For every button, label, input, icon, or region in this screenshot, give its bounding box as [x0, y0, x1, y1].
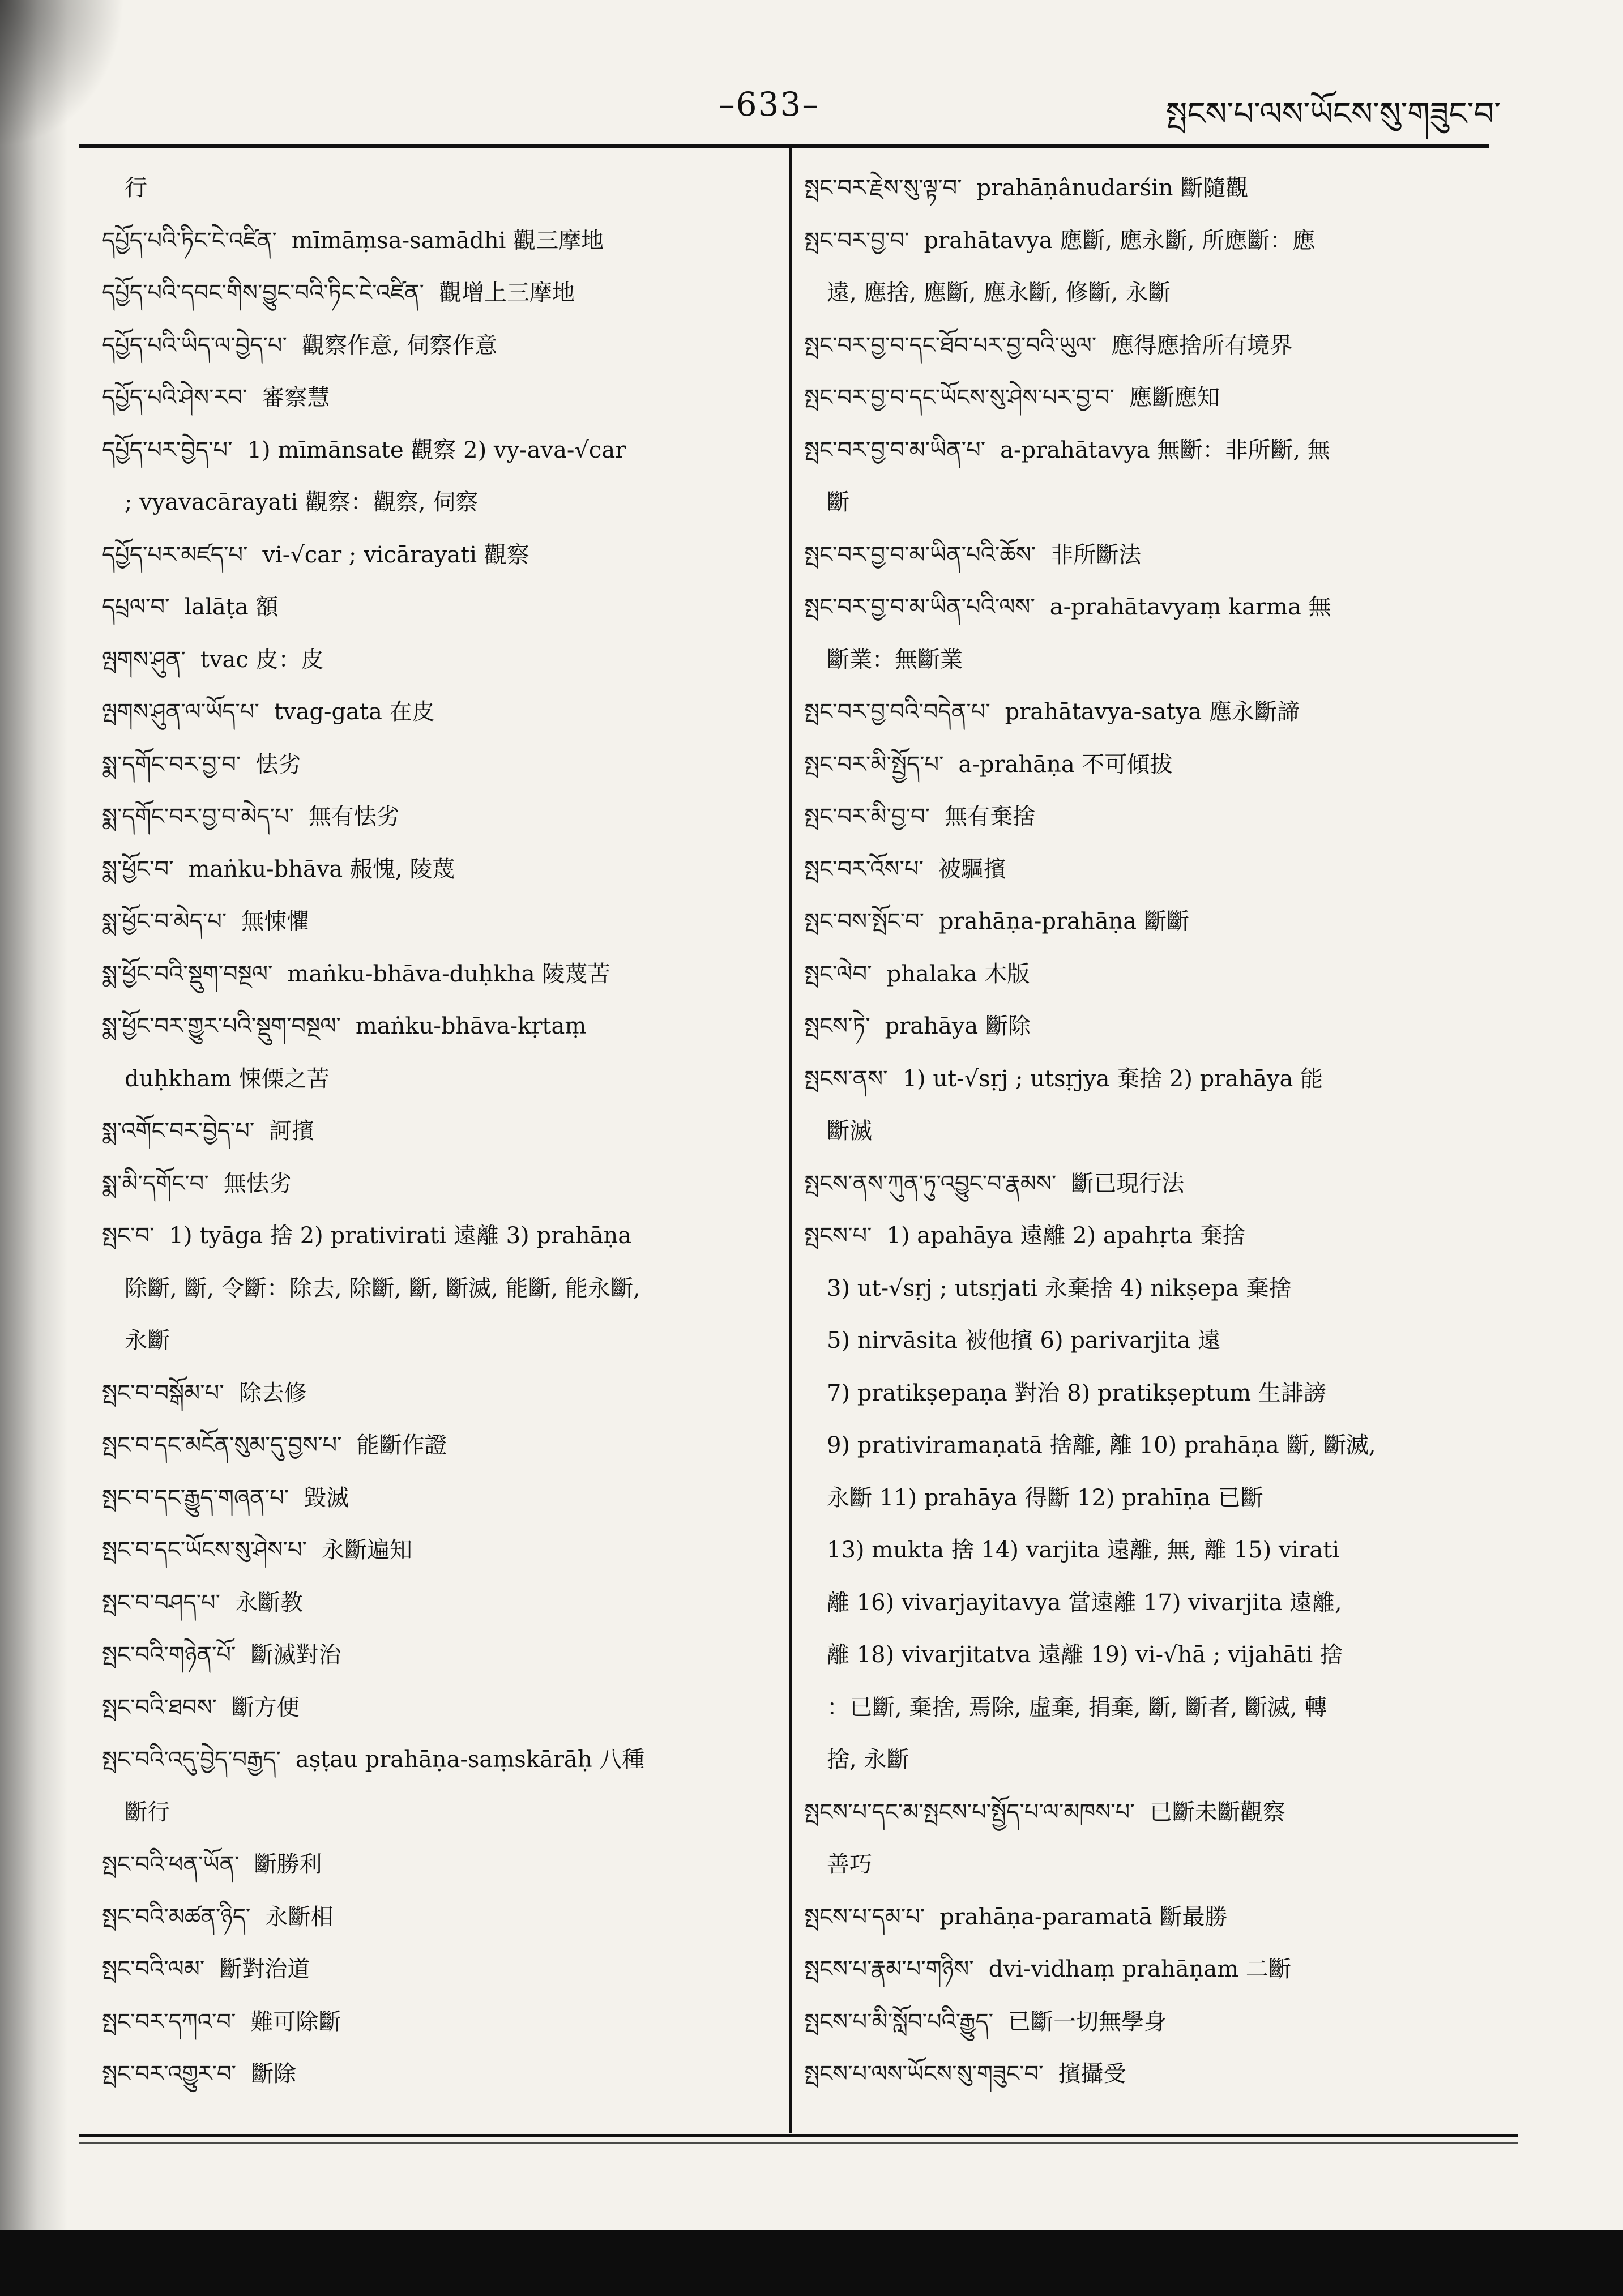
- tibetan-headword: སྤང་བར་རྗེས་སུ་ལྟ་བ་: [804, 175, 962, 201]
- dictionary-entry: [804, 1943, 1501, 1996]
- entry-definition: ：已斷, 棄捨, 焉除, 虛棄, 捐棄, 斷, 斷者, 斷滅, 轉: [827, 1694, 1327, 1721]
- dictionary-entry: [102, 686, 770, 739]
- entry-definition: tvag-gata 在皮: [274, 699, 435, 725]
- entry-definition: 3) ut-√sṛj ; utsṛjati 永棄捨 4) nikṣepa 棄捨: [827, 1275, 1292, 1301]
- entry-definition: 永斷 11) prahāya 得斷 12) prahīṇa 已斷: [827, 1484, 1263, 1511]
- dictionary-entry: [804, 1629, 1501, 1682]
- tibetan-headword: དཔྱོད་པའི་ཡིད་ལ་བྱེད་པ་: [102, 332, 287, 359]
- dictionary-entry: [804, 1419, 1501, 1472]
- entry-definition: vi-√car ; vicārayati 觀察: [262, 541, 529, 568]
- entry-definition: duḥkham 悚傈之苦: [125, 1065, 330, 1092]
- entry-definition: prahātavya-satya 應永斷諦: [1005, 699, 1300, 725]
- dictionary-entry: [102, 1367, 770, 1420]
- entry-definition: 觀察作意, 伺察作意: [301, 332, 498, 359]
- entry-definition: 斷行: [125, 1799, 170, 1825]
- entry-definition: 斷業：無斷業: [827, 646, 963, 673]
- entry-definition: 擯攝受: [1058, 2061, 1126, 2087]
- dictionary-entry: [804, 267, 1501, 319]
- dictionary-entry: [804, 739, 1501, 791]
- tibetan-headword: སྤང་བའི་མཚན་ཉིད་: [102, 1904, 251, 1930]
- entry-definition: 1) mīmānsate 觀察 2) vy-ava-√car: [247, 437, 626, 463]
- dictionary-entry: [102, 1524, 770, 1577]
- entry-definition: 離 18) vivarjitatva 遠離 19) vi-√hā ; vijahāti 捨: [827, 1642, 1343, 1668]
- dictionary-entry: [102, 1577, 770, 1629]
- dictionary-entry: [102, 1210, 770, 1262]
- tibetan-headword: སྤང་བར་འགྱུར་བ་: [102, 2061, 236, 2087]
- entry-definition: 遠, 應捨, 應斷, 應永斷, 修斷, 永斷: [827, 280, 1171, 306]
- dictionary-entry: [102, 1943, 770, 1996]
- entry-definition: 斷已現行法: [1071, 1170, 1185, 1197]
- tibetan-headword: སྨ་ཕྱོང་བར་གྱུར་པའི་སྡུག་བསྔལ་: [102, 1013, 341, 1039]
- tibetan-headword: སྤང་བའི་འདུ་བྱེད་བརྒྱད་: [102, 1747, 281, 1773]
- dictionary-entry: [102, 267, 770, 319]
- entry-definition: 5) nirvāsita 被他擯 6) parivarjita 遠: [827, 1328, 1221, 1354]
- dictionary-entry: [804, 1682, 1501, 1734]
- dictionary-entry: [804, 162, 1501, 215]
- dictionary-entry: [102, 895, 770, 948]
- tibetan-headword: སྨ་ཕྱོང་བ་མེད་པ་: [102, 908, 227, 934]
- entry-definition: 1) tyāga 捨 2) prativirati 遠離 3) prahāṇa: [169, 1223, 632, 1249]
- tibetan-headword: སྤང་བར་བྱ་བ་མ་ཡིན་པའི་ཆོས་: [804, 541, 1036, 568]
- dictionary-entry: [102, 739, 770, 791]
- entry-definition: 已斷未斷觀察: [1149, 1799, 1285, 1825]
- dictionary-entry: [102, 1786, 770, 1839]
- dictionary-entry: [102, 1838, 770, 1891]
- entry-definition: 永斷相: [265, 1904, 334, 1930]
- dictionary-entry: [102, 162, 770, 215]
- tibetan-headword: སྨ་དགོང་བར་བྱ་བ་: [102, 751, 241, 778]
- entry-definition: phalaka 木版: [886, 961, 1030, 987]
- entry-definition: 訶擯: [269, 1118, 315, 1144]
- tibetan-headword: སྤང་བའི་ལམ་: [102, 1956, 205, 1982]
- entry-definition: 應得應捨所有境界: [1111, 332, 1293, 359]
- entry-definition: prahātavya 應斷, 應永斷, 所應斷：應: [924, 227, 1316, 254]
- dictionary-entry: [102, 1891, 770, 1944]
- tibetan-headword: སྤངས་ནས་ཀུན་ཏུ་འབྱུང་བ་རྣམས་: [804, 1170, 1057, 1197]
- dictionary-entry: [804, 1577, 1501, 1629]
- tibetan-headword: སྤང་བས་སྤོང་བ་: [804, 908, 925, 934]
- entry-definition: 能斷作證: [356, 1432, 447, 1458]
- tibetan-headword: སྤངས་པ་རྣམ་པ་གཉིས་: [804, 1956, 974, 1982]
- entry-definition: 毀滅: [304, 1484, 349, 1511]
- entry-definition: maṅku-bhāva-duḥkha 陵蔑苦: [287, 961, 610, 987]
- dictionary-entry: [102, 372, 770, 424]
- dictionary-entry: [102, 1682, 770, 1734]
- entry-definition: 怯劣: [255, 751, 301, 778]
- entry-definition: 被驅擯: [938, 856, 1006, 882]
- entry-definition: 13) mukta 捨 14) varjita 遠離, 無, 離 15) virati: [827, 1537, 1340, 1563]
- entry-definition: 斷對治道: [219, 1956, 310, 1982]
- entry-definition: mīmāṃsa-samādhi 觀三摩地: [291, 227, 604, 254]
- tibetan-headword: སྤངས་ནས་: [804, 1065, 888, 1092]
- entry-definition: a-prahāṇa 不可傾拔: [958, 751, 1173, 778]
- tibetan-headword: སྤང་བའི་ཕན་ཡོན་: [102, 1851, 240, 1877]
- entry-definition: 除去修: [238, 1380, 307, 1406]
- column-divider: [789, 146, 792, 2133]
- tibetan-headword: སྤང་བར་བྱ་བ་: [804, 227, 909, 254]
- header-rule: [79, 144, 1489, 148]
- scan-bottom-band: [0, 2230, 1623, 2296]
- tibetan-headword: སྤང་བར་མི་བྱ་བ་: [804, 804, 930, 830]
- page-edge-shadow: [0, 0, 68, 2296]
- entry-definition: 除斷, 斷, 令斷：除去, 除斷, 斷, 斷滅, 能斷, 能永斷,: [125, 1275, 640, 1301]
- dictionary-entry: [804, 1262, 1501, 1315]
- footer-rule-thin: [79, 2142, 1518, 2144]
- dictionary-entry: [804, 634, 1501, 686]
- footer-rule: [79, 2134, 1518, 2137]
- dictionary-entry: [804, 1472, 1501, 1525]
- tibetan-headword: སྨ་མི་དགོང་བ་: [102, 1170, 209, 1197]
- entry-definition: prahāṇânudarśin 斷隨觀: [976, 175, 1249, 201]
- dictionary-entry: [804, 1000, 1501, 1053]
- entry-definition: 審察慧: [262, 385, 330, 411]
- dictionary-entry: [102, 843, 770, 896]
- dictionary-entry: [804, 372, 1501, 424]
- running-head: སྤངས་པ་ལས་ཡོངས་སུ་གཟུང་བ་: [1165, 96, 1501, 133]
- tibetan-headword: དཔྱོད་པའི་ཏིང་ངེ་འཛིན་: [102, 227, 277, 254]
- dictionary-entry: [102, 1734, 770, 1786]
- left-column: [102, 162, 770, 2127]
- dictionary-entry: [102, 791, 770, 843]
- dictionary-entry: [804, 1524, 1501, 1577]
- entry-definition: 7) pratikṣepaṇa 對治 8) pratikṣeptum 生誹謗: [827, 1380, 1326, 1406]
- entry-definition: 永斷: [125, 1328, 170, 1354]
- dictionary-entry: [804, 895, 1501, 948]
- tibetan-headword: སྤང་ལེབ་: [804, 961, 872, 987]
- tibetan-headword: སྤང་བར་བྱ་བ་དང་ཐོབ་པར་བྱ་བའི་ཡུལ་: [804, 332, 1097, 359]
- entry-definition: 1) apahāya 遠離 2) apahṛta 棄捨: [886, 1223, 1245, 1249]
- entry-definition: lalāṭa 額: [184, 594, 279, 620]
- tibetan-headword: སྤང་བར་དཀའ་བ་: [102, 2008, 236, 2035]
- tibetan-headword: སྤངས་པ་དང་མ་སྤངས་པ་སྤྱོད་པ་ལ་མཁས་པ་: [804, 1799, 1135, 1825]
- tibetan-headword: སྤང་བ་བསྒོམ་པ་: [102, 1380, 224, 1406]
- dictionary-entry: [804, 1105, 1501, 1158]
- tibetan-headword: སྤང་བ་: [102, 1223, 155, 1249]
- tibetan-headword: ལྤགས་ཤུན་: [102, 646, 186, 673]
- entry-definition: 1) ut-√sṛj ; utsṛjya 棄捨 2) prahāya 能: [902, 1065, 1323, 1092]
- entry-definition: prahāṇa-paramatā 斷最勝: [939, 1904, 1228, 1930]
- entry-definition: maṅku-bhāva-kṛtaṃ: [355, 1013, 587, 1039]
- dictionary-entry: [102, 634, 770, 686]
- dictionary-entry: [804, 686, 1501, 739]
- tibetan-headword: དཔྱོད་པའི་དབང་གིས་བྱུང་བའི་ཏིང་ངེ་འཛིན་: [102, 280, 424, 306]
- dictionary-entry: [804, 215, 1501, 267]
- entry-definition: prahāya 斷除: [885, 1013, 1031, 1039]
- entry-definition: 斷滅: [827, 1118, 872, 1144]
- entry-definition: aṣṭau prahāṇa-saṃskārāḥ 八種: [295, 1747, 645, 1773]
- tibetan-headword: སྤང་བར་འོས་པ་: [804, 856, 924, 882]
- dictionary-entry: [804, 1838, 1501, 1891]
- entry-definition: ; vyavacārayati 觀察：觀察, 伺察: [125, 489, 479, 515]
- dictionary-entry: [102, 424, 770, 477]
- dictionary-entry: [102, 476, 770, 529]
- dictionary-entry: [804, 791, 1501, 843]
- tibetan-headword: སྤང་བ་དང་ཡོངས་སུ་ཤེས་པ་: [102, 1537, 307, 1563]
- entry-definition: tvac 皮：皮: [200, 646, 324, 673]
- tibetan-headword: སྤང་བའི་ཐབས་: [102, 1694, 217, 1721]
- dictionary-entry: [804, 1734, 1501, 1786]
- tibetan-headword: སྤང་བར་བྱ་བ་མ་ཡིན་པ་: [804, 437, 986, 463]
- tibetan-headword: སྤངས་པ་མི་སློབ་པའི་རྒྱུད་: [804, 2008, 993, 2035]
- tibetan-headword: དཔྱོད་པར་བྱེད་པ་: [102, 437, 233, 463]
- tibetan-headword: དཔྲལ་བ་: [102, 594, 170, 620]
- right-column: [804, 162, 1501, 2127]
- entry-definition: 已斷一切無學身: [1008, 2008, 1167, 2035]
- dictionary-entry: [804, 948, 1501, 1001]
- entry-definition: 斷: [827, 489, 849, 515]
- dictionary-entry: [804, 843, 1501, 896]
- entry-definition: 非所斷法: [1050, 541, 1142, 568]
- entry-definition: 應斷應知: [1129, 385, 1220, 411]
- dictionary-entry: [102, 529, 770, 582]
- dictionary-entry: [102, 215, 770, 267]
- entry-definition: 斷滅對治: [250, 1642, 341, 1668]
- entry-definition: 9) prativiramaṇatā 捨離, 離 10) prahāṇa 斷, 斷滅,: [827, 1432, 1376, 1458]
- dictionary-entry: [102, 2048, 770, 2101]
- tibetan-headword: སྨ་དགོང་བར་བྱ་བ་མེད་པ་: [102, 804, 294, 830]
- entry-definition: 善巧: [827, 1851, 872, 1877]
- dictionary-entry: [804, 424, 1501, 477]
- tibetan-headword: སྤང་བའི་གཉེན་པོ་: [102, 1642, 236, 1668]
- dictionary-entry: [804, 1367, 1501, 1420]
- dictionary-entry: [804, 1891, 1501, 1944]
- scan-corner-shadow: [0, 0, 125, 147]
- entry-definition: 永斷教: [235, 1589, 304, 1616]
- dictionary-entry: [804, 2048, 1501, 2101]
- dictionary-entry: [804, 529, 1501, 582]
- dictionary-entry: [102, 1472, 770, 1525]
- entry-definition: 斷除: [250, 2061, 296, 2087]
- dictionary-entry: [804, 476, 1501, 529]
- dictionary-entry: [102, 1158, 770, 1210]
- entry-definition: 斷勝利: [254, 1851, 322, 1877]
- tibetan-headword: སྤང་བར་མི་སྤྱོད་པ་: [804, 751, 944, 778]
- tibetan-headword: སྤང་བར་བྱ་བ་དང་ཡོངས་སུ་ཤེས་པར་བྱ་བ་: [804, 385, 1114, 411]
- tibetan-headword: སྤང་བ་དང་མངོན་སུམ་དུ་བྱས་པ་: [102, 1432, 342, 1458]
- entry-definition: 離 16) vivarjayitavya 當遠離 17) vivarjita 遠離,: [827, 1589, 1342, 1616]
- tibetan-headword: སྨ་ཕྱོང་བ་: [102, 856, 174, 882]
- tibetan-headword: སྤང་བར་བྱ་བའི་བདེན་པ་: [804, 699, 990, 725]
- dictionary-entry: [102, 1996, 770, 2049]
- entry-definition: 無有棄捨: [945, 804, 1035, 830]
- dictionary-entry: [804, 319, 1501, 372]
- entry-definition: 觀增上三摩地: [438, 280, 575, 306]
- tibetan-headword: དཔྱོད་པར་མཛད་པ་: [102, 541, 248, 568]
- tibetan-headword: སྨ་ཕྱོང་བའི་སྡུག་བསྔལ་: [102, 961, 273, 987]
- dictionary-entry: [102, 1315, 770, 1367]
- tibetan-headword: ལྤགས་ཤུན་ལ་ཡོད་པ་: [102, 699, 259, 725]
- dictionary-entry: [804, 1786, 1501, 1839]
- dictionary-entry: [102, 1262, 770, 1315]
- entry-definition: dvi-vidhaṃ prahāṇam 二斷: [988, 1956, 1291, 1982]
- tibetan-headword: སྤངས་པ་ལས་ཡོངས་སུ་གཟུང་བ་: [804, 2061, 1044, 2087]
- dictionary-entry: [102, 1105, 770, 1158]
- dictionary-entry: [102, 1419, 770, 1472]
- dictionary-entry: [102, 1629, 770, 1682]
- dictionary-entry: [804, 581, 1501, 634]
- entry-definition: a-prahātavya 無斷：非所斷, 無: [1000, 437, 1330, 463]
- entry-definition: 永斷遍知: [321, 1537, 412, 1563]
- entry-definition: 行: [125, 175, 147, 201]
- tibetan-headword: སྤང་བ་བཤད་པ་: [102, 1589, 221, 1616]
- dictionary-entry: [102, 319, 770, 372]
- tibetan-headword: སྤང་བར་བྱ་བ་མ་ཡིན་པའི་ལས་: [804, 594, 1035, 620]
- entry-definition: 難可除斷: [250, 2008, 341, 2035]
- tibetan-headword: སྤངས་པ་དམ་པ་: [804, 1904, 925, 1930]
- dictionary-entry: [804, 1210, 1501, 1262]
- entry-definition: maṅku-bhāva 赧愧, 陵蔑: [188, 856, 455, 882]
- tibetan-headword: སྤངས་པ་: [804, 1223, 872, 1249]
- dictionary-entry: [804, 1053, 1501, 1106]
- entry-definition: a-prahātavyaṃ karma 無: [1049, 594, 1331, 620]
- tibetan-headword: སྨ་འགོང་བར་བྱེད་པ་: [102, 1118, 255, 1144]
- dictionary-entry: [804, 1158, 1501, 1210]
- entry-definition: 無有怯劣: [308, 804, 399, 830]
- entry-definition: prahāṇa-prahāṇa 斷斷: [939, 908, 1189, 934]
- entry-definition: 捨, 永斷: [827, 1747, 909, 1773]
- dictionary-entry: [804, 1996, 1501, 2049]
- tibetan-headword: སྤང་བ་དང་རྒྱུད་གཞན་པ་: [102, 1484, 289, 1511]
- entry-definition: 無悚懼: [241, 908, 310, 934]
- tibetan-headword: དཔྱོད་པའི་ཤེས་རབ་: [102, 385, 247, 411]
- dictionary-entry: [804, 1315, 1501, 1367]
- entry-definition: 無怯劣: [223, 1170, 292, 1197]
- page-number: –633–: [718, 85, 820, 123]
- dictionary-entry: [102, 1053, 770, 1106]
- entry-definition: 斷方便: [231, 1694, 300, 1721]
- dictionary-entry: [102, 1000, 770, 1053]
- dictionary-entry: [102, 581, 770, 634]
- tibetan-headword: སྤངས་ཏེ་: [804, 1013, 870, 1039]
- dictionary-entry: [102, 948, 770, 1001]
